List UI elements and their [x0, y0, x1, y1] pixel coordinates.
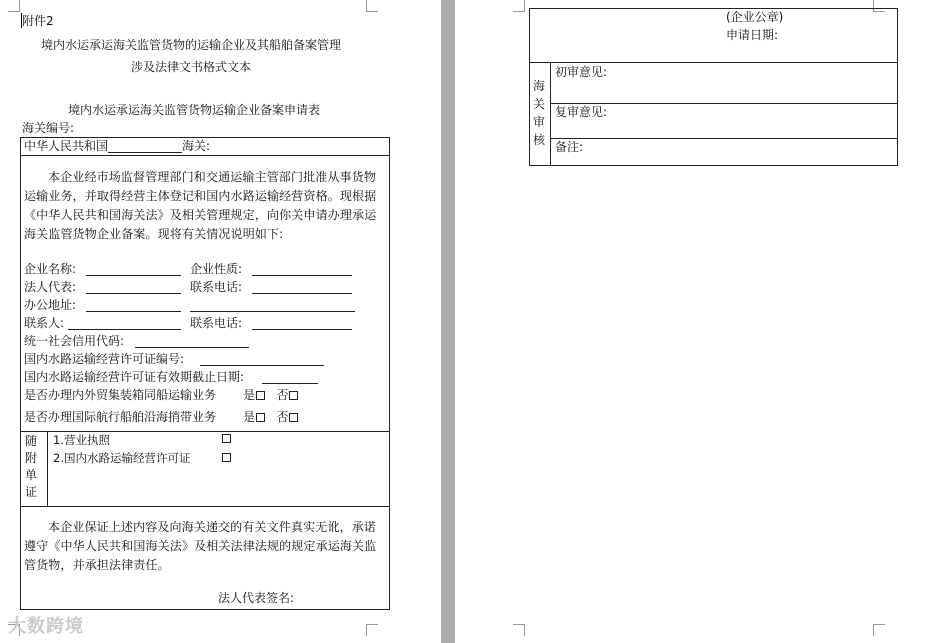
attachment-item-2: 2.国内水路运输经营许可证: [53, 451, 191, 465]
form-title: 境内水运承运海关监管货物运输企业备案申请表: [67, 103, 320, 117]
license-number-label: 国内水路运输经营许可证编号:: [24, 352, 185, 366]
application-date-label: 申请日期:: [726, 28, 779, 42]
license-number-blank[interactable]: [200, 365, 324, 366]
yes-checkbox[interactable]: [256, 391, 265, 400]
credit-code-blank[interactable]: [135, 347, 249, 348]
yes-label: 是: [243, 410, 256, 424]
watermark: 大数跨境: [8, 616, 84, 637]
document-title-line-1: 境内水运承运海关监管货物的运输企业及其船舶备案管理: [40, 38, 341, 52]
addressee-prefix: 中华人民共和国: [24, 139, 109, 153]
document-page-1: [0, 0, 441, 643]
attachment-item-1: 1.营业执照: [53, 433, 110, 447]
license-expiry-label: 国内水路运输经营许可证有效期截止日期:: [24, 370, 245, 384]
contact-blank[interactable]: [68, 329, 181, 330]
customs-number-label: 海关编号:: [22, 121, 75, 135]
row-divider: [20, 431, 390, 432]
office-address-blank-b[interactable]: [190, 311, 355, 312]
credit-code-label: 统一社会信用代码:: [24, 334, 125, 348]
row-divider: [529, 62, 898, 63]
office-address-blank-a[interactable]: [86, 311, 181, 312]
column-divider: [550, 62, 551, 166]
addressee-line: [24, 139, 210, 153]
customs-review-label: 海关审核: [532, 79, 545, 147]
container-business-question: 是否办理内外贸集装箱同船运输业务: [24, 388, 217, 402]
row-divider: [20, 506, 390, 507]
row-divider: [20, 155, 390, 156]
second-review-label: 复审意见:: [555, 105, 608, 119]
coastal-business-question: 是否办理国际航行船舶沿海捎带业务: [24, 410, 217, 424]
contact-label: 联系人:: [24, 316, 65, 330]
no-checkbox[interactable]: [289, 413, 298, 422]
license-expiry-blank[interactable]: [262, 383, 318, 384]
row-divider: [550, 103, 898, 104]
row-divider: [550, 138, 898, 139]
addressee-suffix: 海关:: [182, 139, 211, 153]
legal-rep-label: 法人代表:: [24, 280, 77, 294]
no-label: 否: [276, 410, 289, 424]
company-name-blank[interactable]: [86, 275, 181, 276]
first-review-label: 初审意见:: [555, 65, 608, 79]
legal-rep-blank[interactable]: [86, 293, 181, 294]
intro-paragraph: 本企业经市场监督管理部门和交通运输主管部门批准从事货物运输业务，并取得经营主体登记和国内水路运输经营资格。现根据《中华人民共和国海关法》及相关管理规定，向你关申请办理承运海关监管货物企业备案。现将有关情况说明如下:: [24, 170, 377, 241]
attachment-label: 附件2: [22, 14, 54, 28]
container-business-options: [243, 388, 298, 402]
guarantee-paragraph: 本企业保证上述内容及向海关递交的有关文件真实无讹，承诺遵守《中华人民共和国海关法》及相关法律法规的规定承运海关监管货物，并承担法律责任。: [24, 520, 377, 572]
crop-mark: [873, 624, 885, 636]
customs-name-blank[interactable]: [108, 141, 182, 153]
document-title-line-2: 涉及法律文书格式文本: [130, 60, 251, 74]
phone-blank-2[interactable]: [252, 329, 352, 330]
no-checkbox[interactable]: [289, 391, 298, 400]
yes-label: 是: [243, 388, 256, 402]
crop-mark: [366, 0, 378, 12]
crop-mark: [513, 624, 525, 636]
signature-label: 法人代表签名:: [218, 591, 295, 605]
office-address-label: 办公地址:: [24, 298, 77, 312]
attachments-label: 随附单证: [24, 434, 37, 499]
company-nature-blank[interactable]: [252, 275, 352, 276]
document-page-2: [455, 0, 931, 643]
crop-mark: [366, 624, 378, 636]
phone-label-2: 联系电话:: [190, 316, 243, 330]
yes-checkbox[interactable]: [256, 413, 265, 422]
no-label: 否: [276, 388, 289, 402]
company-name-label: 企业名称:: [24, 262, 77, 276]
company-nature-label: 企业性质:: [190, 262, 243, 276]
crop-mark: [513, 0, 525, 12]
crop-mark: [8, 0, 20, 12]
customs-review-table: [529, 8, 898, 166]
attachment-1-checkbox[interactable]: [222, 434, 231, 443]
company-seal-label: (企业公章): [726, 10, 784, 24]
phone-blank-1[interactable]: [252, 293, 352, 294]
coastal-business-options: [243, 410, 298, 424]
attachment-2-checkbox[interactable]: [222, 453, 231, 462]
remarks-label: 备注:: [555, 140, 584, 154]
column-divider: [47, 431, 48, 506]
phone-label-1: 联系电话:: [190, 280, 243, 294]
